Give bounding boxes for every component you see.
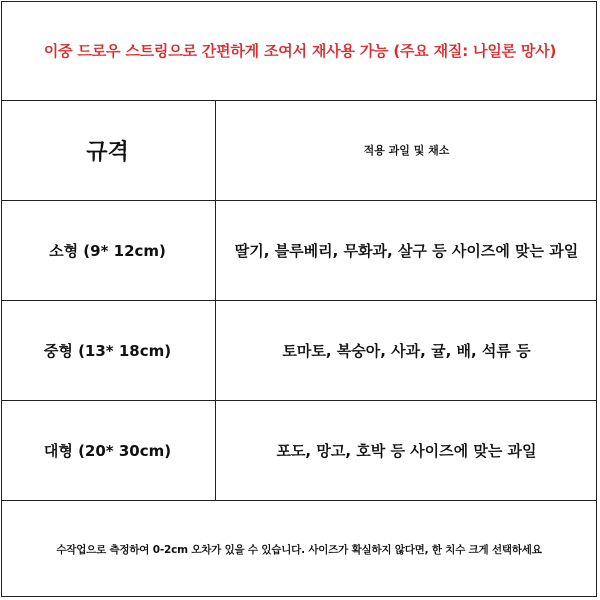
use-large: 포도, 망고, 호박 등 사이즈에 맞는 과일 (276, 441, 537, 460)
size-large: 대형 (20* 30cm) (43, 441, 172, 460)
spec-column-header: 규격 (86, 139, 129, 165)
size-medium: 중형 (13* 18cm) (43, 341, 172, 360)
headline: 이중 드로우 스트링으로 간편하게 조여서 재사용 가능 (주요 재질: 나일론 망사) (43, 41, 557, 60)
footnote: 수작업으로 측정하여 0-2cm 오차가 있을 수 있습니다. 사이즈가 확실하지 않다면, 한 치수 크게 선택하세요 (56, 543, 542, 556)
use-small: 딸기, 블루베리, 무화과, 살구 등 사이즈에 맞는 과일 (234, 241, 579, 260)
use-medium: 토마토, 복숭아, 사과, 귤, 배, 석류 등 (282, 341, 531, 360)
use-column-header: 적용 과일 및 채소 (363, 144, 450, 157)
size-small: 소형 (9* 12cm) (49, 241, 166, 260)
